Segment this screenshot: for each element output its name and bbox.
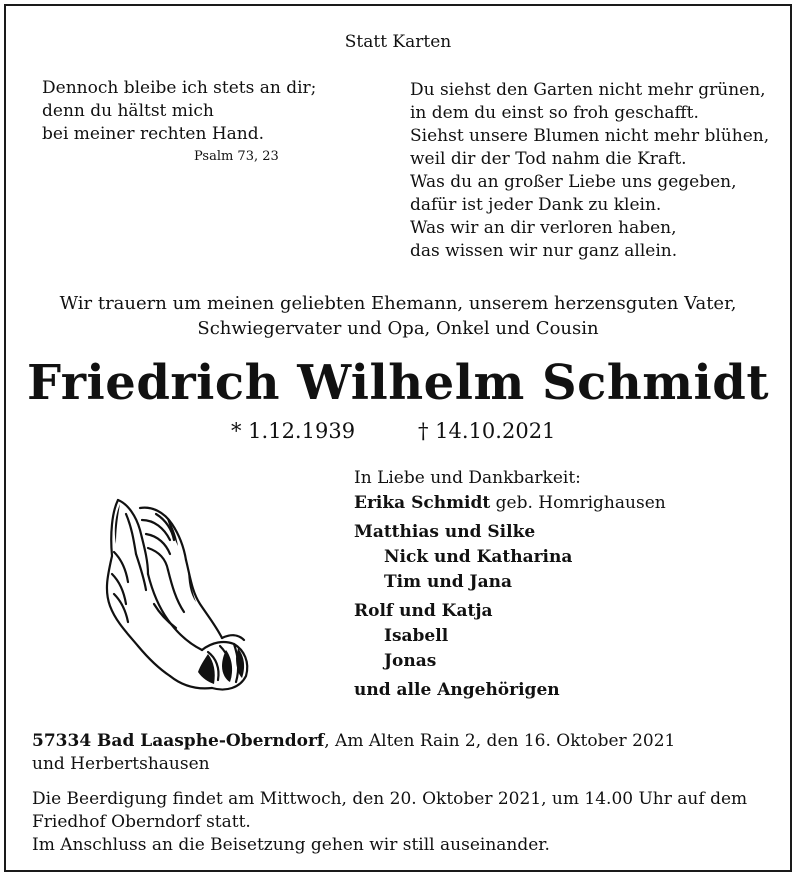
family-member: Tim und Jana [384, 572, 512, 592]
funeral-info [32, 788, 772, 857]
birth-date: * 1.12.1939 [231, 419, 356, 443]
family-member: Nick und Katharina [384, 547, 573, 567]
poem-right-line: Siehst unsere Blumen nicht mehr blühen, [410, 126, 770, 146]
poem-left-line: bei meiner rechten Hand. [42, 124, 265, 144]
family-member: Matthias und Silke [354, 522, 536, 542]
address-place: 57334 Bad Laasphe-Oberndorf [32, 731, 325, 751]
poem-left [42, 77, 342, 146]
poem-right-line: dafür ist jeder Dank zu klein. [410, 195, 662, 215]
funeral-line: Friedhof Oberndorf statt. [32, 812, 251, 832]
death-date: † 14.10.2021 [418, 419, 556, 443]
poem-right [410, 79, 770, 263]
address-block [32, 730, 772, 776]
address-rest: , Am Alten Rain 2, den 16. Oktober 2021 [324, 731, 676, 751]
mourning-text [6, 291, 790, 341]
family-member: Jonas [384, 651, 437, 671]
spouse-birth-name: geb. Homrighausen [495, 493, 666, 513]
family-member: Rolf und Katja [354, 601, 493, 621]
family-member: Isabell [384, 626, 449, 646]
poem-left-line: denn du hältst mich [42, 101, 214, 121]
poem-right-line: in dem du einst so froh geschafft. [410, 103, 699, 123]
header-statt-karten: Statt Karten [344, 32, 452, 52]
poem-right-line: das wissen wir nur ganz allein. [410, 241, 678, 261]
poem-right-line: Was wir an dir verloren haben, [410, 218, 677, 238]
family-member: und alle Angehörigen [354, 680, 560, 700]
spouse-name: Erika Schmidt [354, 493, 491, 513]
family-list [354, 466, 774, 703]
deceased-name: Friedrich Wilhelm Schmidt [27, 355, 769, 411]
poem-left-line: Dennoch bleibe ich stets an dir; [42, 78, 317, 98]
psalm-reference: Psalm 73, 23 [194, 149, 279, 164]
family-intro: In Liebe und Dankbarkeit: [354, 468, 581, 488]
address-line [32, 730, 772, 753]
poem-right-line: weil dir der Tod nahm die Kraft. [410, 149, 687, 169]
poem-right-line: Was du an großer Liebe uns gegeben, [410, 172, 737, 192]
obituary-notice [4, 4, 792, 872]
address-line-2: und Herbertshausen [32, 754, 210, 774]
funeral-line: Die Beerdigung findet am Mittwoch, den 20. Oktober 2021, um 14.00 Uhr auf dem [32, 789, 748, 809]
praying-hands-icon [96, 494, 254, 694]
poem-right-line: Du siehst den Garten nicht mehr grünen, [410, 80, 766, 100]
family-spouse [354, 491, 774, 516]
mourning-line: Wir trauern um meinen geliebten Ehemann, unserem herzensguten Vater, [59, 293, 737, 314]
mourning-line: Schwiegervater und Opa, Onkel und Cousin [197, 318, 599, 339]
funeral-line: Im Anschluss an die Beisetzung gehen wir still auseinander. [32, 835, 550, 855]
